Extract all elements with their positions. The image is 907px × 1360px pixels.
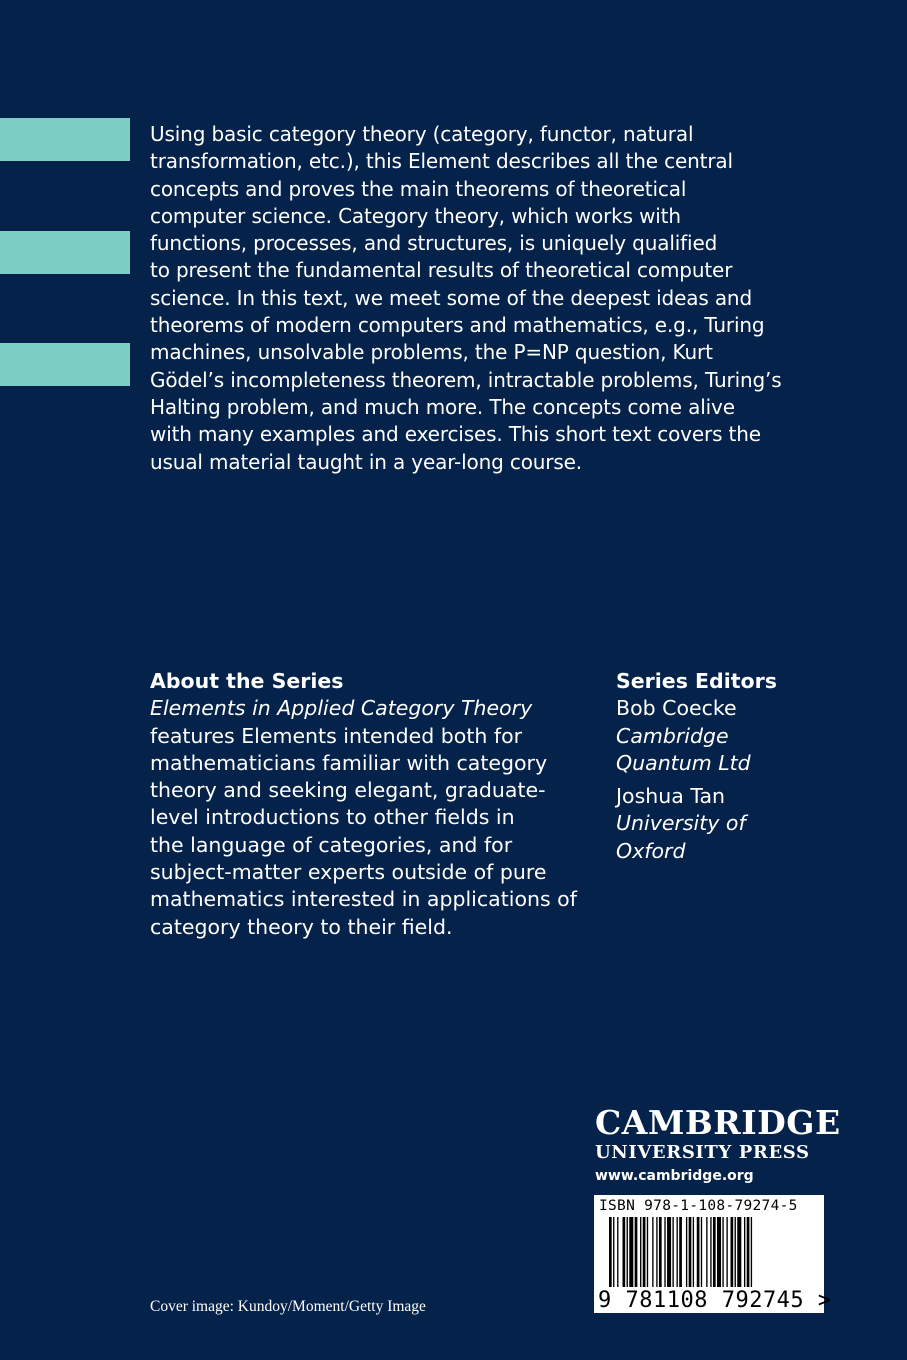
- accent-bar-3: [0, 343, 130, 386]
- barcode-stripe: [643, 1217, 646, 1287]
- publisher-press: UNIVERSITY PRESS: [595, 1142, 810, 1163]
- description-line: with many examples and exercises. This short text covers the: [150, 422, 761, 447]
- barcode-stripe: [717, 1217, 721, 1287]
- barcode-stripe: [693, 1217, 694, 1287]
- barcode-stripe: [686, 1217, 687, 1287]
- series-editors-section: [616, 668, 866, 865]
- description-line: Using basic category theory (category, functor, natural: [150, 122, 694, 146]
- description-line: computer science. Category theory, which works with: [150, 203, 681, 228]
- editor-affiliation: Quantum Ltd: [616, 750, 751, 775]
- barcode-stripe: [679, 1217, 682, 1287]
- series-editors-heading: Series Editors: [616, 669, 777, 693]
- description-line: transformation, etc.), this Element describes all the central: [150, 149, 733, 174]
- barcode-bars-icon: [599, 1217, 819, 1289]
- series-description-line: theory and seeking elegant, graduate-: [150, 778, 546, 803]
- barcode-stripe: [640, 1217, 641, 1287]
- series-description-line: subject-matter experts outside of pure: [150, 860, 547, 885]
- barcode-stripe: [613, 1217, 614, 1287]
- barcode-stripe: [672, 1217, 673, 1287]
- book-description: [150, 121, 830, 476]
- editor-affiliation: Oxford: [616, 838, 686, 863]
- barcode-stripe: [667, 1217, 671, 1287]
- publisher-logo: [595, 1103, 841, 1186]
- barcode-stripe: [656, 1217, 657, 1287]
- barcode-stripe: [609, 1217, 612, 1287]
- editor-affiliation: Cambridge: [616, 723, 729, 748]
- barcode-stripe: [744, 1217, 745, 1287]
- barcode-stripe: [664, 1217, 665, 1287]
- accent-bar-2: [0, 231, 130, 274]
- series-description-line: mathematicians familiar with category: [150, 750, 548, 775]
- barcode-stripe: [623, 1217, 626, 1287]
- description-line: concepts and proves the main theorems of theoretical: [150, 176, 687, 201]
- barcode-stripe: [713, 1217, 716, 1287]
- series-title: Elements in Applied Category Theory: [150, 696, 533, 721]
- barcode-stripe: [737, 1217, 741, 1287]
- description-line: Halting problem, and much more. The concepts come alive: [150, 394, 735, 419]
- series-description-line: features Elements intended both for: [150, 723, 523, 748]
- barcode-stripe: [652, 1217, 653, 1287]
- description-line: science. In this text, we meet some of the deepest ideas and: [150, 285, 753, 310]
- barcode-stripe: [701, 1217, 702, 1287]
- barcode-stripe: [689, 1217, 692, 1287]
- series-description-line: level introductions to other fields in: [150, 805, 515, 830]
- barcode-stripe: [677, 1217, 678, 1287]
- barcode-stripe: [731, 1217, 734, 1287]
- publisher-website: www.cambridge.org: [595, 1168, 754, 1184]
- editor-affiliation: University of: [616, 811, 746, 836]
- barcode-stripe: [647, 1217, 648, 1287]
- description-line: functions, processes, and structures, is uniquely qualified: [150, 231, 718, 256]
- barcode-digits: 9 781108 792745 >: [598, 1288, 832, 1313]
- barcode-stripe: [629, 1217, 633, 1287]
- barcode-stripe: [706, 1217, 707, 1287]
- barcode-stripe: [617, 1217, 618, 1287]
- about-series-section: [150, 668, 600, 941]
- barcode-stripe: [697, 1217, 700, 1287]
- description-line: theorems of modern computers and mathematics, e.g., Turing: [150, 313, 765, 338]
- barcode-stripe: [635, 1217, 638, 1287]
- barcode-stripe: [735, 1217, 736, 1287]
- isbn-barcode: [594, 1195, 832, 1313]
- accent-bar-1: [0, 118, 130, 161]
- description-line: machines, unsolvable problems, the P=NP question, Kurt: [150, 340, 713, 365]
- barcode-stripe: [710, 1217, 711, 1287]
- barcode-stripe: [726, 1217, 727, 1287]
- editor-name: Bob Coecke: [616, 696, 737, 721]
- series-description-line: category theory to their field.: [150, 914, 453, 939]
- about-series-heading: About the Series: [150, 669, 344, 693]
- barcode-stripe: [751, 1217, 752, 1287]
- barcode-stripe: [747, 1217, 750, 1287]
- editor-name: Joshua Tan: [616, 784, 726, 809]
- barcode-stripe: [627, 1217, 628, 1287]
- description-line: Gödel’s incompleteness theorem, intractable problems, Turing’s: [150, 367, 782, 392]
- series-description-line: the language of categories, and for: [150, 832, 513, 857]
- barcode-stripe: [722, 1217, 723, 1287]
- publisher-name: CAMBRIDGE: [595, 1103, 841, 1142]
- barcode-stripe: [659, 1217, 662, 1287]
- cover-image-credit: Cover image: Kundoy/Moment/Getty Image: [150, 1298, 426, 1315]
- isbn-label: ISBN 978-1-108-79274-5: [599, 1198, 798, 1214]
- description-line: usual material taught in a year-long course.: [150, 449, 583, 474]
- description-line: to present the fundamental results of theoretical computer: [150, 258, 733, 283]
- series-description-line: mathematics interested in applications of: [150, 887, 577, 912]
